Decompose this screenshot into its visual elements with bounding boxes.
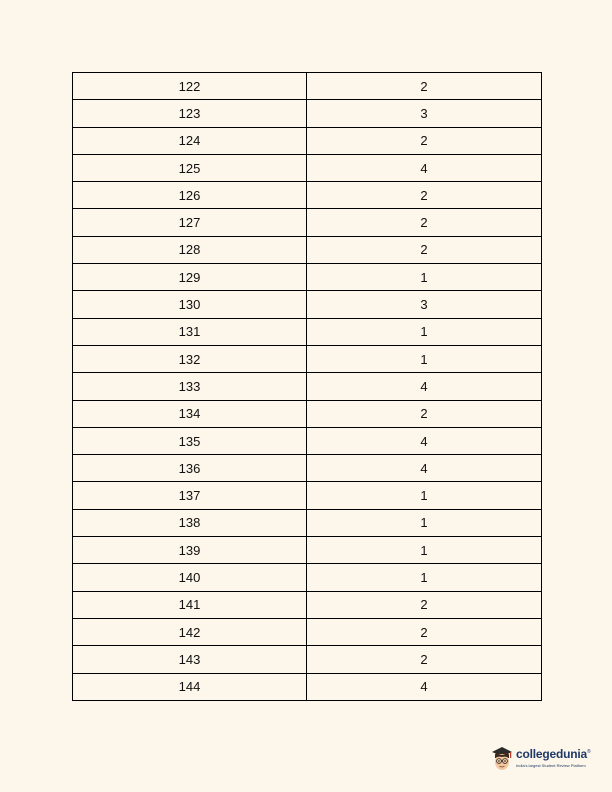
answer-cell: 2 <box>307 127 542 154</box>
brand-name: collegedunia® <box>516 747 591 761</box>
answer-cell: 4 <box>307 455 542 482</box>
collegedunia-logo[interactable] <box>490 744 600 776</box>
question-number-cell: 134 <box>73 400 307 427</box>
question-number-cell: 125 <box>73 154 307 181</box>
answer-cell: 2 <box>307 182 542 209</box>
question-number-cell: 135 <box>73 427 307 454</box>
table-row <box>73 236 542 263</box>
answer-cell: 2 <box>307 591 542 618</box>
table-row <box>73 482 542 509</box>
answer-cell: 3 <box>307 291 542 318</box>
table-row <box>73 264 542 291</box>
answer-cell: 3 <box>307 100 542 127</box>
answer-key-table <box>72 72 542 701</box>
question-number-cell: 127 <box>73 209 307 236</box>
table-row <box>73 400 542 427</box>
question-number-cell: 136 <box>73 455 307 482</box>
table-row <box>73 509 542 536</box>
question-number-cell: 132 <box>73 345 307 372</box>
table-row <box>73 209 542 236</box>
table-row <box>73 427 542 454</box>
answer-cell: 1 <box>307 345 542 372</box>
table-row <box>73 154 542 181</box>
question-number-cell: 143 <box>73 646 307 673</box>
table-row <box>73 373 542 400</box>
table-row <box>73 345 542 372</box>
answer-cell: 2 <box>307 236 542 263</box>
question-number-cell: 137 <box>73 482 307 509</box>
brand-tagline: India's largest Student Review Platform <box>516 763 586 768</box>
table-row <box>73 618 542 645</box>
table-row <box>73 291 542 318</box>
question-number-cell: 129 <box>73 264 307 291</box>
answer-cell: 4 <box>307 673 542 700</box>
answer-cell: 1 <box>307 509 542 536</box>
table-row <box>73 73 542 100</box>
answer-cell: 1 <box>307 537 542 564</box>
question-number-cell: 133 <box>73 373 307 400</box>
question-number-cell: 140 <box>73 564 307 591</box>
question-number-cell: 142 <box>73 618 307 645</box>
answer-cell: 2 <box>307 618 542 645</box>
question-number-cell: 122 <box>73 73 307 100</box>
answer-cell: 4 <box>307 427 542 454</box>
question-number-cell: 126 <box>73 182 307 209</box>
table-row <box>73 100 542 127</box>
answer-cell: 2 <box>307 400 542 427</box>
table-row <box>73 455 542 482</box>
answer-cell: 2 <box>307 209 542 236</box>
question-number-cell: 130 <box>73 291 307 318</box>
answer-cell: 2 <box>307 73 542 100</box>
answer-cell: 4 <box>307 154 542 181</box>
answer-cell: 1 <box>307 264 542 291</box>
answer-cell: 1 <box>307 318 542 345</box>
table-row <box>73 537 542 564</box>
question-number-cell: 131 <box>73 318 307 345</box>
table-row <box>73 591 542 618</box>
table-row <box>73 646 542 673</box>
student-mascot-icon <box>490 745 514 773</box>
question-number-cell: 123 <box>73 100 307 127</box>
question-number-cell: 139 <box>73 537 307 564</box>
table-row <box>73 318 542 345</box>
answer-cell: 1 <box>307 564 542 591</box>
question-number-cell: 144 <box>73 673 307 700</box>
question-number-cell: 128 <box>73 236 307 263</box>
table-row <box>73 564 542 591</box>
answer-key-table-body <box>73 73 542 701</box>
answer-cell: 4 <box>307 373 542 400</box>
question-number-cell: 124 <box>73 127 307 154</box>
table-row <box>73 182 542 209</box>
answer-cell: 1 <box>307 482 542 509</box>
question-number-cell: 141 <box>73 591 307 618</box>
table-row <box>73 673 542 700</box>
question-number-cell: 138 <box>73 509 307 536</box>
table-row <box>73 127 542 154</box>
answer-cell: 2 <box>307 646 542 673</box>
